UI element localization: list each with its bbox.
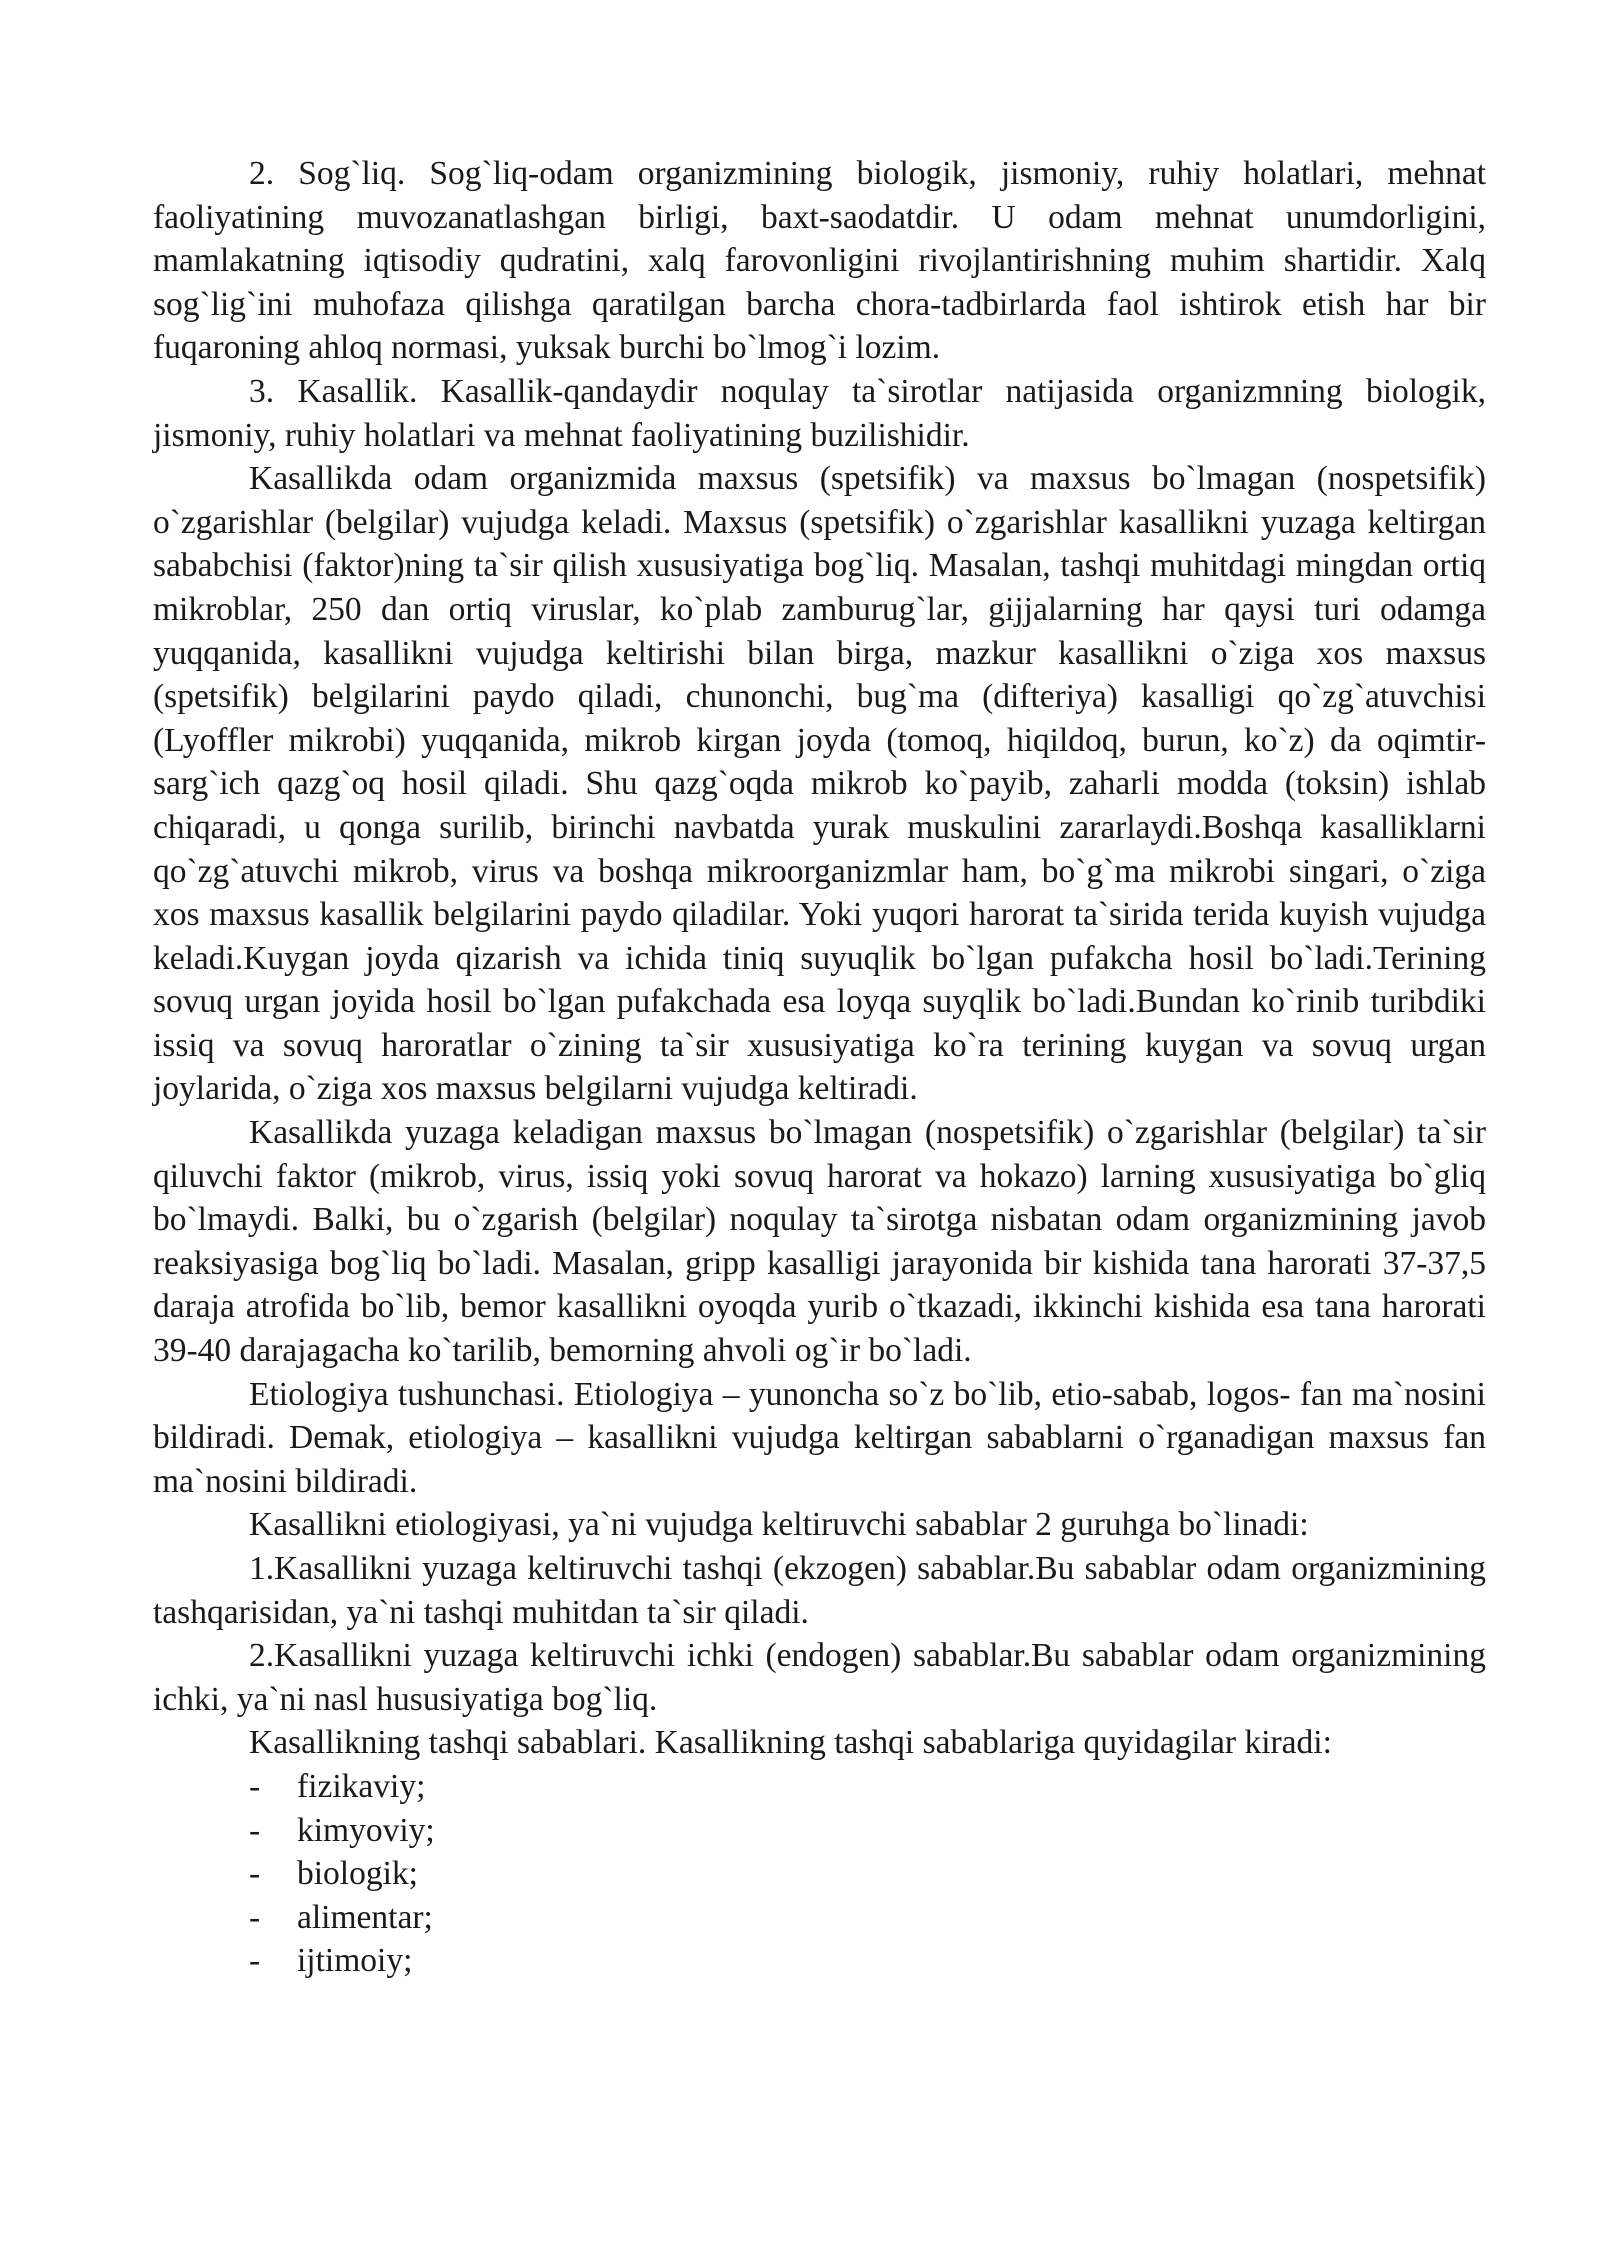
list-dash: - bbox=[249, 1942, 261, 1980]
paragraph-specific-changes: Kasallikda odam organizmida maxsus (spetsifik) va maxsus bo`lmagan (nospetsifik) o`zgarishlar (belgilar) vujudga keladi. Maxsus (spetsifik) o`zgarishlar kasallikni yuzaga keltirgan sababchisi (faktor)ning ta`sir qilish xususiyatiga bog`liq. Masalan, tashqi muhitdagi mingdan ortiq mikroblar, 250 dan ortiq viruslar, ko`plab zamburug`lar, gijjalarning har qaysi turi odamga yuqqanida, kasallikni vujudga keltirishi bilan birga, mazkur kasallikni o`ziga xos maxsus (spetsifik) belgilarini paydo qiladi, chunonchi, bug`ma (difteriya) kasalligi qo`zg`atuvchisi (Lyoffler mikrobi) yuqqanida, mikrob kirgan joyda (tomoq, hiqildoq, burun, ko`z) da oqimtir-sarg`ich qazg`oq hosil qiladi. Shu qazg`oqda mikrob ko`payib, zaharli modda (toksin) ishlab chiqaradi, u qonga surilib, birinchi navbatda yurak muskulini zararlaydi.Boshqa kasalliklarni qo`zg`atuvchi mikrob, virus va boshqa mikroorganizmlar ham, bo`g`ma mikrobi singari, o`ziga xos maxsus kasallik belgilarini paydo qiladilar. Yoki yuqori harorat ta`sirida terida kuyish vujudga keladi.Kuygan joyda qizarish va ichida tiniq suyuqlik bo`lgan pufakcha hosil bo`ladi.Terining sovuq urgan joyida hosil bo`lgan pufakchada esa loyqa suyqlik bo`ladi.Bundan ko`rinib turibdiki issiq va sovuq haroratlar o`zining ta`sir xususiyatiga ko`ra terining kuygan va sovuq urgan joylarida, o`ziga xos maxsus belgilarni vujudga keltiradi. bbox=[153, 460, 1486, 1108]
list-item-text: kimyoviy; bbox=[297, 1811, 435, 1849]
list-item bbox=[153, 1765, 1486, 1809]
list-item bbox=[153, 1939, 1486, 1983]
list-dash: - bbox=[249, 1898, 261, 1936]
list-dash: - bbox=[249, 1767, 261, 1805]
list-dash: - bbox=[249, 1811, 261, 1849]
paragraph-external-causes-intro: Kasallikning tashqi sabablari. Kasallikning tashqi sabablariga quyidagilar kiradi: bbox=[249, 1724, 1332, 1762]
paragraph-nonspecific-changes: Kasallikda yuzaga keladigan maxsus bo`lmagan (nospetsifik) o`zgarishlar (belgilar) ta`sir qiluvchi faktor (mikrob, virus, issiq yoki sovuq harorat va hokazo) larning xususiyatiga bo`gliq bo`lmaydi. Balki, bu o`zgarish (belgilar) noqulay ta`sirotga nisbatan odam organizmining javob reaksiyasiga bog`liq bo`ladi. Masalan, gripp kasalligi jarayonida bir kishida tana harorati 37-37,5 daraja atrofida bo`lib, bemor kasallikni oyoqda yurib o`tkazadi, ikkinchi kishida esa tana harorati 39-40 darajagacha ko`tarilib, bemorning ahvoli og`ir bo`ladi. bbox=[153, 1114, 1486, 1370]
paragraph-internal-causes: 2.Kasallikni yuzaga keltiruvchi ichki (endogen) sabablar.Bu sabablar odam organizmining ichki, ya`ni nasl hususiyatiga bog`liq. bbox=[153, 1637, 1486, 1718]
external-causes-list bbox=[153, 1765, 1486, 1983]
list-item-text: biologik; bbox=[297, 1855, 418, 1893]
list-item-text: alimentar; bbox=[297, 1898, 433, 1936]
list-item bbox=[153, 1896, 1486, 1940]
paragraph-health: 2. Sog`liq. Sog`liq-odam organizmining biologik, jismoniy, ruhiy holatlari, mehnat faoliyatining muvozanatlashgan birligi, baxt-saodatdir. U odam mehnat unumdorligini, mamlakatning iqtisodiy qudratini, xalq farovonligini rivojlantirishning muhim shartidir. Xalq sog`lig`ini muhofaza qilishga qaratilgan barcha chora-tadbirlarda faol ishtirok etish har bir fuqaroning ahloq normasi, yuksak burchi bo`lmog`i lozim. bbox=[153, 155, 1486, 367]
paragraph-external-causes: 1.Kasallikni yuzaga keltiruvchi tashqi (ekzogen) sabablar.Bu sabablar odam organizmining tashqarisidan, ya`ni tashqi muhitdan ta`sir qiladi. bbox=[153, 1550, 1486, 1631]
list-dash: - bbox=[249, 1855, 261, 1893]
list-item bbox=[153, 1852, 1486, 1896]
list-item bbox=[153, 1809, 1486, 1853]
document-body bbox=[153, 152, 1486, 1983]
list-item-text: ijtimoiy; bbox=[297, 1942, 413, 1980]
paragraph-etiology-groups: Kasallikni etiologiyasi, ya`ni vujudga keltiruvchi sabablar 2 guruhga bo`linadi: bbox=[249, 1506, 1309, 1544]
list-item-text: fizikaviy; bbox=[297, 1767, 426, 1805]
paragraph-disease-definition: 3. Kasallik. Kasallik-qandaydir noqulay ta`sirotlar natijasida organizmning biologik, jismoniy, ruhiy holatlari va mehnat faoliyatining buzilishidir. bbox=[153, 372, 1486, 454]
paragraph-etiology-concept: Etiologiya tushunchasi. Etiologiya – yunoncha so`z bo`lib, etio-sabab, logos- fan ma`nosini bildiradi. Demak, etiologiya – kasallikni vujudga keltirgan sabablarni o`rganadigan maxsus fan ma`nosini bildiradi. bbox=[153, 1375, 1486, 1500]
